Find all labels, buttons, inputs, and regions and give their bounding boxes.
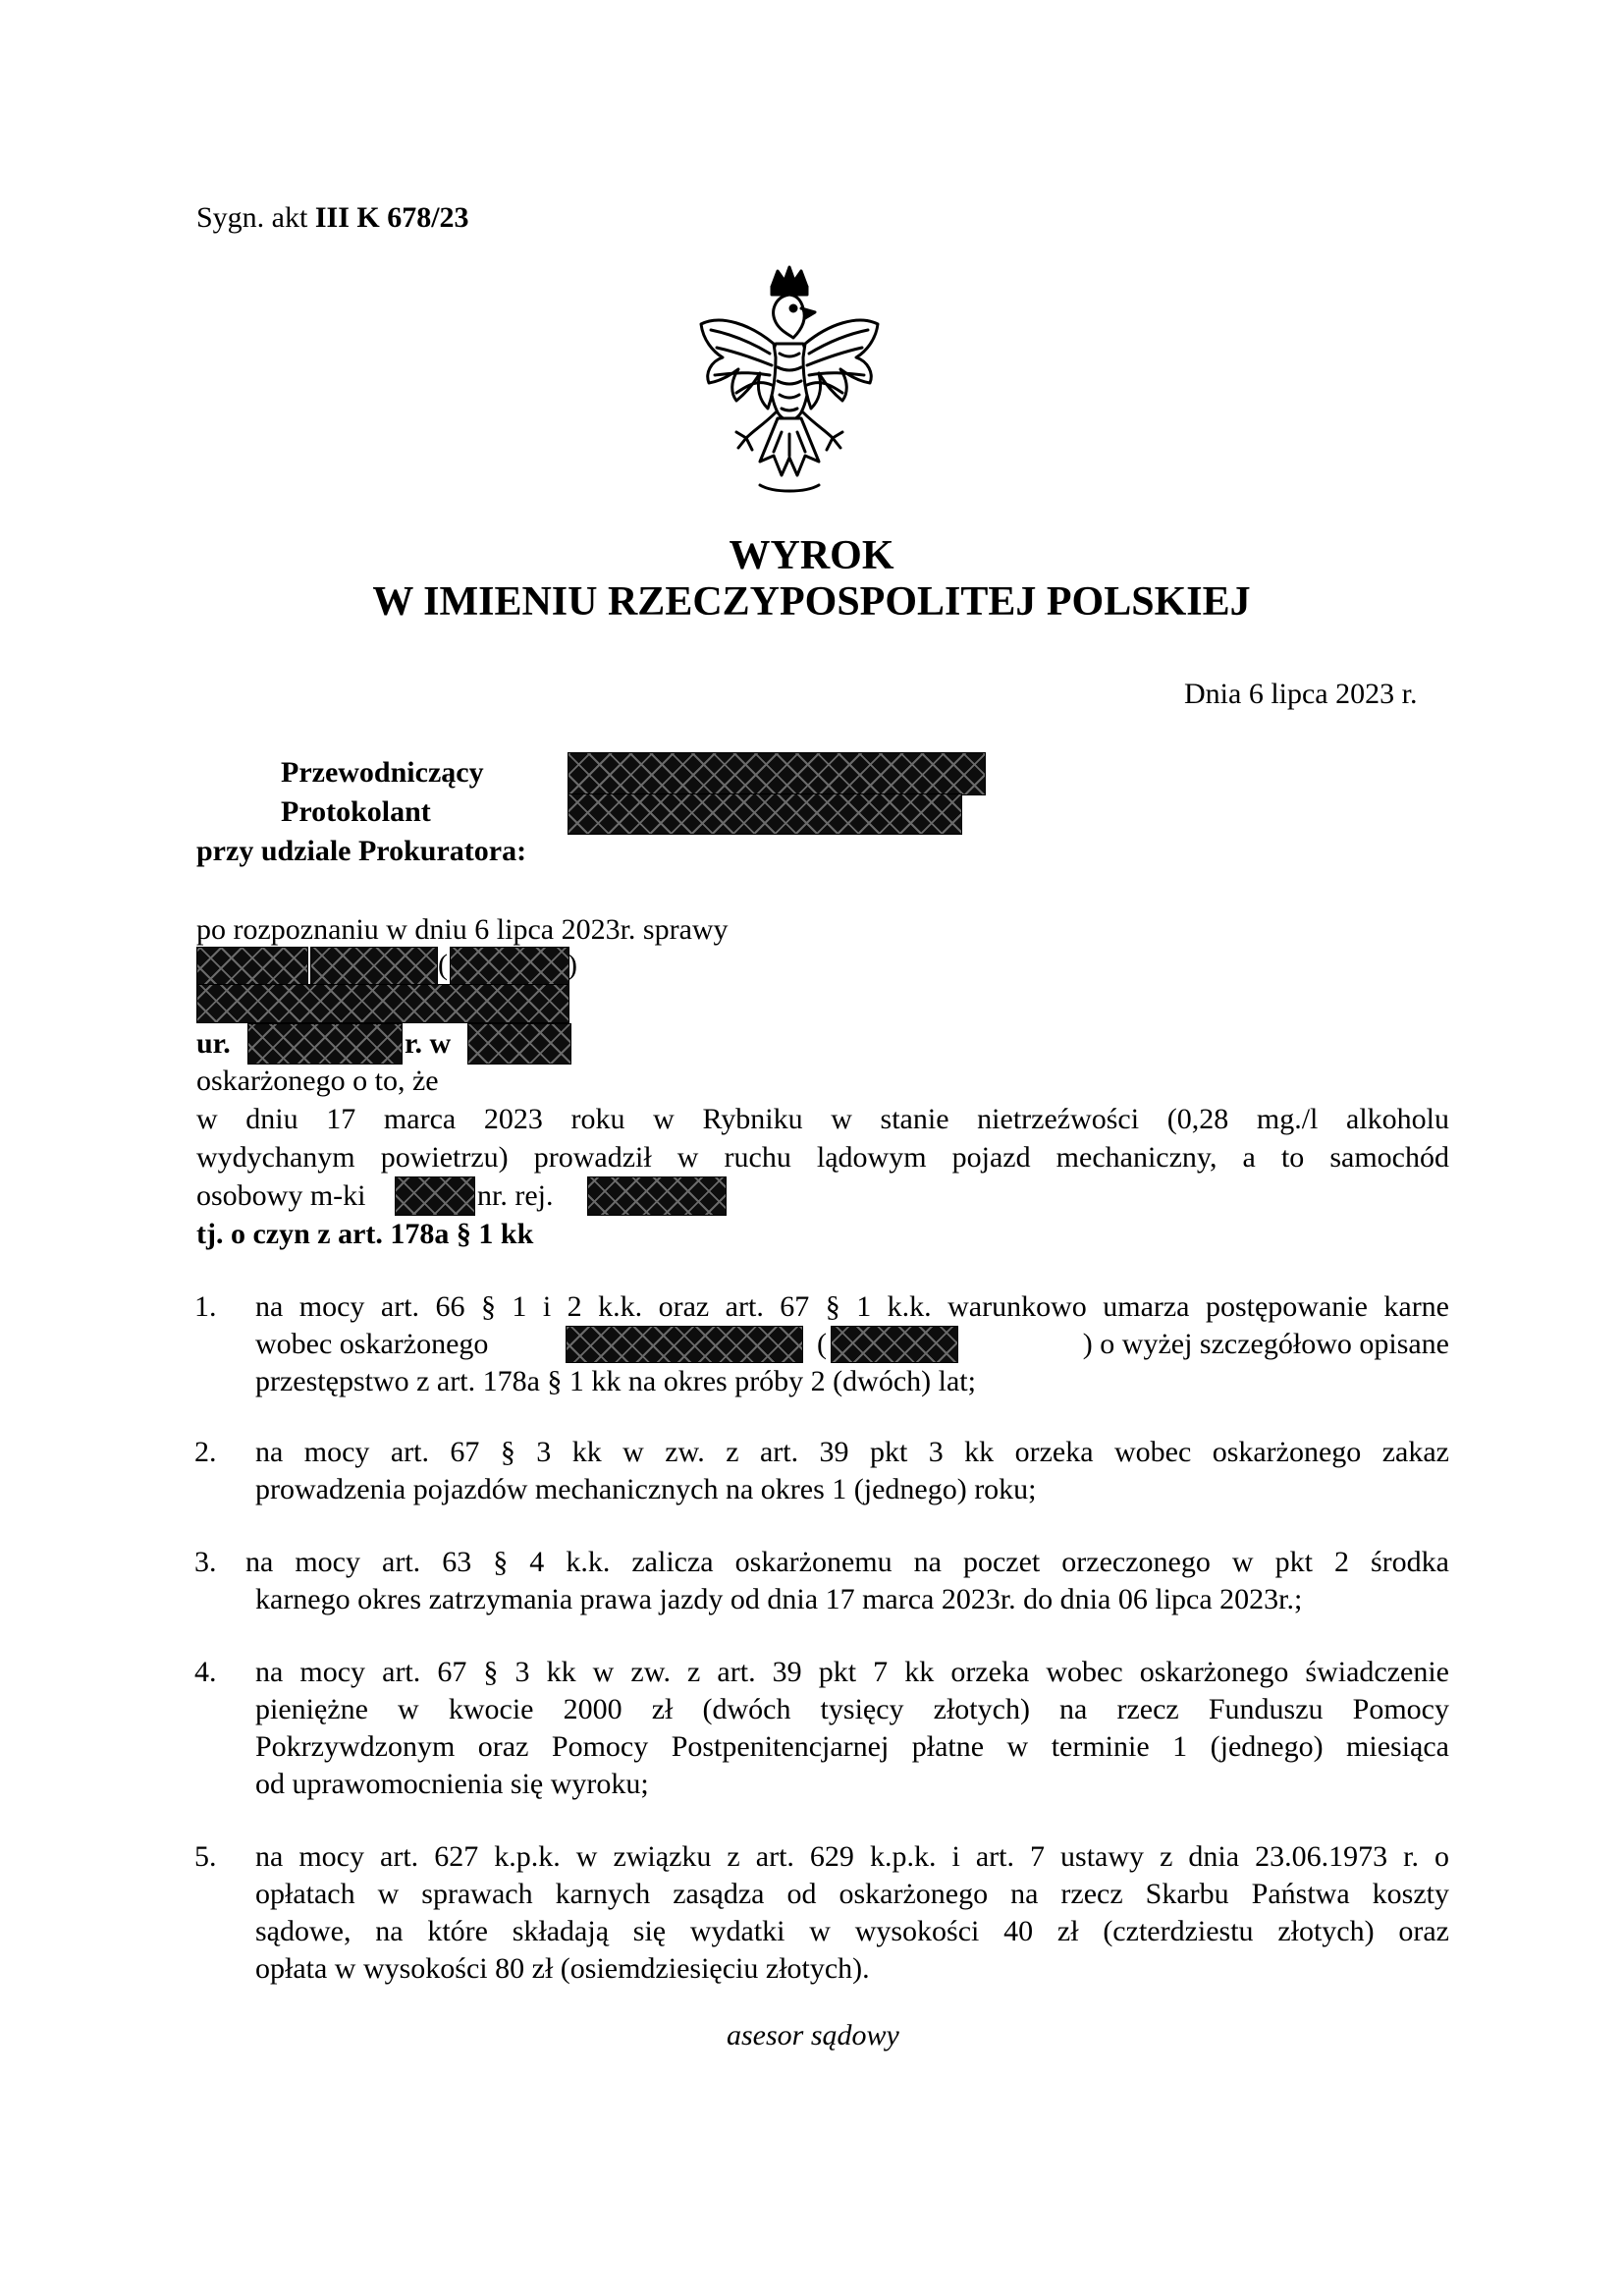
item-text-part: wobec oskarżonego [255,1328,489,1360]
ruling-item-1 [194,1288,1449,1402]
item-line: na mocy art. 627 k.p.k. w związku z art. 629 k.p.k. i art. 7 ustawy z dnia 23.06.1973 r. o [255,1840,1449,1873]
redacted-car-make [395,1176,475,1216]
redacted-clerk [568,793,962,835]
case-intro: po rozpoznaniu w dniu 6 lipca 2023r. sprawy [196,913,729,946]
redacted-car-registration [587,1176,727,1216]
ruling-item-3 [194,1544,1449,1620]
item-line: sądowe, na które składają się wydatki w wysokości 40 zł (czterdziestu złotych) oraz [255,1915,1449,1947]
born-mid: r. w [405,1027,452,1060]
item-line: od uprawomocnienia się wyroku; [255,1768,649,1800]
prosecutor-label: przy udziale Prokuratora: [196,835,527,867]
car-registration-label: nr. rej. [477,1179,554,1212]
item-text [245,1544,1449,1618]
item-text-part: ( [817,1328,827,1360]
item-line: pieniężne w kwocie 2000 zł (dwóch tysięcy złotych) na rzecz Funduszu Pomocy [255,1693,1449,1725]
title-in-the-name: W IMIENIU RZECZYPOSPOLITEJ POLSKIEJ [372,579,1251,625]
redacted-accused-surname [196,947,308,986]
item-line: karnego okres zatrzymania prawa jazdy od dnia 17 marca 2023r. do dnia 06 lipca 2023r.; [255,1583,1303,1615]
item-line: Pokrzywdzonym oraz Pomocy Postpenitencjarnej płatne w terminie 1 (jednego) miesiąca [255,1730,1449,1763]
ruling-item-2 [194,1434,1449,1510]
item-text [255,1288,1449,1400]
item-line: na mocy art. 63 § 4 k.k. zalicza oskarżonemu na poczet orzeczonego w pkt 2 środka [245,1546,1449,1578]
charge-line-1: w dniu 17 marca 2023 roku w Rybniku w stanie nietrzeźwości (0,28 mg./l alkoholu [196,1103,1449,1135]
item-number: 4. [194,1656,217,1688]
accused-line: oskarżonego o to, że [196,1065,439,1097]
item-text [255,1434,1449,1508]
case-signature-number: III K 678/23 [314,201,469,234]
accused-paren-close: ) [568,949,577,981]
item-line: opłatach w sprawach karnych zasądza od oskarżonego na rzecz Skarbu Państwa koszty [255,1878,1449,1910]
item-line: przestępstwo z art. 178a § 1 kk na okres próby 2 (dwóch) lat; [255,1365,976,1397]
item-text [255,1838,1449,1988]
redacted-birth-place [467,1023,571,1065]
ruling-item-4 [194,1654,1449,1807]
item-line [255,1326,1449,1363]
redacted-accused-parents [196,984,569,1023]
redacted-accused-id [831,1326,958,1363]
item-text [255,1654,1449,1803]
polish-eagle-emblem-icon [691,265,888,509]
case-signature-prefix: Sygn. akt [196,201,315,234]
judgment-title [0,532,1623,579]
charge-qualification: tj. o czyn z art. 178a § 1 kk [196,1218,534,1250]
item-line: na mocy art. 67 § 3 kk w zw. z art. 39 pkt 7 kk orzeka wobec oskarżonego świadczenie [255,1656,1449,1688]
item-number: 5. [194,1840,217,1873]
redacted-accused-name [566,1326,803,1363]
accused-paren-open: ( [438,949,448,981]
redacted-accused-firstname [310,947,438,986]
item-line: na mocy art. 67 § 3 kk w zw. z art. 39 pkt 3 kk orzeka wobec oskarżonego zakaz [255,1436,1449,1468]
redacted-presiding-judge [568,752,986,795]
judgment-date: Dnia 6 lipca 2023 r. [1184,678,1418,710]
title-wyrok: WYROK [729,533,894,578]
car-make-prefix: osobowy m-ki [196,1179,366,1212]
born-label: ur. [196,1027,231,1060]
signature-title: asesor sądowy [727,2019,899,2051]
item-number: 2. [194,1436,217,1468]
redacted-accused-id [450,947,569,986]
item-line: opłata w wysokości 80 zł (osiemdziesięciu złotych). [255,1952,870,1985]
judgment-subtitle [0,578,1623,626]
item-number: 1. [194,1290,217,1323]
item-number: 3. [194,1546,217,1578]
item-line: prowadzenia pojazdów mechanicznych na okres 1 (jednego) roku; [255,1473,1037,1505]
case-signature [196,199,469,237]
presiding-judge-label: Przewodniczący [281,756,484,789]
ruling-item-5 [194,1838,1449,1992]
clerk-label: Protokolant [281,795,431,828]
item-line: na mocy art. 66 § 1 i 2 k.k. oraz art. 67 § 1 k.k. warunkowo umarza postępowanie karne [255,1290,1449,1323]
item-text-part: ) o wyżej szczegółowo opisane [1082,1328,1449,1360]
redacted-birth-date [247,1023,403,1065]
charge-line-2: wydychanym powietrzu) prowadził w ruchu lądowym pojazd mechaniczny, a to samochód [196,1141,1449,1174]
